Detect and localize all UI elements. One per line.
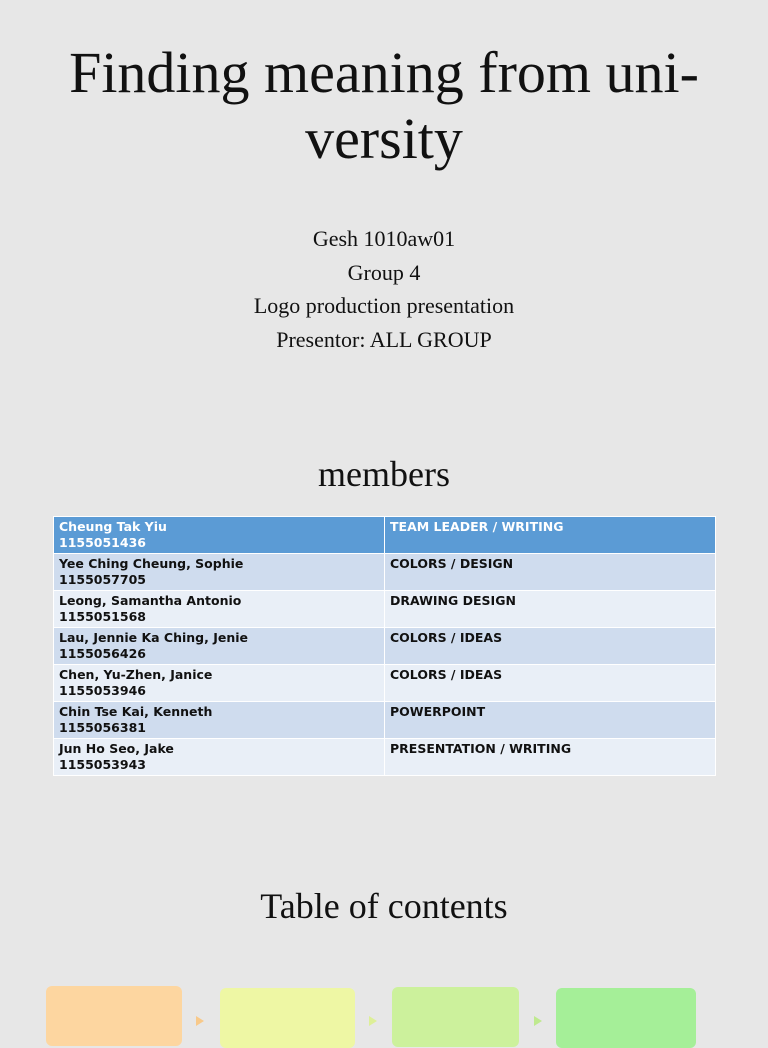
member-id: 1155051568 <box>59 609 146 624</box>
member-name: Chen, Yu-Zhen, Janice <box>59 667 213 682</box>
member-role: POWERPOINT <box>385 702 716 739</box>
member-name: Jun Ho Seo, Jake <box>59 741 174 756</box>
presenter-label: Presentor: ALL GROUP <box>276 326 492 352</box>
table-row <box>54 628 716 665</box>
member-name: Cheung Tak Yiu <box>59 519 167 534</box>
member-cell <box>54 702 385 739</box>
member-role: PRESENTATION / WRITING <box>385 739 716 776</box>
member-name: Chin Tse Kai, Kenneth <box>59 704 213 719</box>
course-code: Gesh 1010aw01 <box>312 226 456 251</box>
toc-arrow-icon <box>534 1016 542 1026</box>
member-cell <box>54 665 385 702</box>
table-row <box>54 665 716 702</box>
member-cell <box>54 628 385 665</box>
member-role: COLORS / DESIGN <box>385 554 716 591</box>
page-title <box>0 40 768 172</box>
member-id: 1155057705 <box>59 572 146 587</box>
member-id: 1155053946 <box>59 683 146 698</box>
toc-box-4 <box>556 988 696 1048</box>
toc-box-2 <box>220 988 355 1048</box>
member-id: 1155056381 <box>59 720 146 735</box>
toc-box-1 <box>46 986 182 1046</box>
subtitle-block <box>0 222 768 356</box>
table-row <box>54 702 716 739</box>
table-row <box>54 554 716 591</box>
members-heading: members <box>318 454 450 494</box>
member-cell <box>54 739 385 776</box>
presentation-topic: Logo production presentation <box>253 293 515 318</box>
member-role: COLORS / IDEAS <box>385 628 716 665</box>
member-name: Leong, Samantha Antonio <box>59 593 242 608</box>
group-label: Group 4 <box>347 259 421 285</box>
member-name: Yee Ching Cheung, Sophie <box>59 556 244 571</box>
member-name: Lau, Jennie Ka Ching, Jenie <box>59 630 249 645</box>
table-row <box>54 739 716 776</box>
members-table <box>53 516 716 776</box>
member-id: 1155053943 <box>59 757 146 772</box>
member-cell <box>54 591 385 628</box>
member-cell <box>54 554 385 591</box>
member-role: DRAWING DESIGN <box>385 591 716 628</box>
toc-heading: Table of contents <box>260 886 508 926</box>
table-row <box>54 517 716 554</box>
member-cell <box>54 517 385 554</box>
member-id: 1155056426 <box>59 646 146 661</box>
title-line-1: Finding meaning from uni- <box>69 40 699 105</box>
member-role: TEAM LEADER / WRITING <box>385 517 716 554</box>
toc-box-3 <box>392 987 519 1047</box>
toc-arrow-icon <box>369 1016 377 1026</box>
table-row <box>54 591 716 628</box>
member-id: 1155051436 <box>59 535 146 550</box>
toc-arrow-icon <box>196 1016 204 1026</box>
member-role: COLORS / IDEAS <box>385 665 716 702</box>
title-line-2: versity <box>305 106 463 171</box>
